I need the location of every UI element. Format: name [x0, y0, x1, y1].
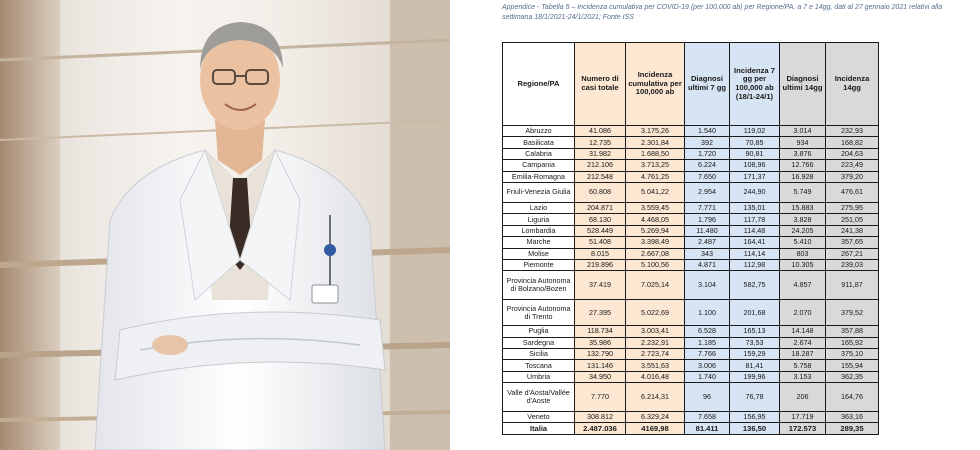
- cell-diagnoses-14d: 10.305: [780, 259, 826, 270]
- cell-incidence-7d: 76,78: [730, 383, 780, 412]
- cell-cumulative: 4.016,48: [626, 371, 685, 382]
- cell-incidence-7d: 199,96: [730, 371, 780, 382]
- cell-diagnoses-14d: 3.828: [780, 214, 826, 225]
- cell-region: Puglia: [503, 326, 575, 337]
- cell-diagnoses-7d: 1.796: [685, 214, 730, 225]
- cell-incidence-7d: 582,75: [730, 271, 780, 300]
- cell-cumulative: 4.468,05: [626, 214, 685, 225]
- cell-cumulative: 4.761,25: [626, 171, 685, 182]
- cell-region: Provincia Autonoma di Bolzano/Bozen: [503, 271, 575, 300]
- cell-region: Emilia-Romagna: [503, 171, 575, 182]
- col-header-incidence-7d: Incidenza 7 gg per 100,000 ab (18/1-24/1): [730, 43, 780, 126]
- cell-incidence-14d: 911,87: [826, 271, 879, 300]
- cell-region: Marche: [503, 237, 575, 248]
- cell-diagnoses-14d: 5.758: [780, 360, 826, 371]
- cell-incidence-14d: 204,63: [826, 148, 879, 159]
- cell-incidence-14d: 267,21: [826, 248, 879, 259]
- cell-cumulative: 3.713,25: [626, 160, 685, 171]
- cell-incidence-7d: 114,14: [730, 248, 780, 259]
- cell-incidence-14d: 155,94: [826, 360, 879, 371]
- table-row: [503, 160, 879, 171]
- cell-diagnoses-14d: 3.153: [780, 371, 826, 382]
- cell-region: Sardegna: [503, 337, 575, 348]
- table-total-row: [503, 423, 879, 435]
- cell-diagnoses-14d: 24.205: [780, 225, 826, 236]
- cell-cases: 132.790: [575, 349, 626, 360]
- cell-diagnoses-7d: 7.658: [685, 411, 730, 422]
- cell-cumulative: 2.723,74: [626, 349, 685, 360]
- cell-region: Basilicata: [503, 137, 575, 148]
- cell-incidence-14d: 165,92: [826, 337, 879, 348]
- cell-cases: 31.982: [575, 148, 626, 159]
- cell-cases: 41.086: [575, 126, 626, 137]
- table-row: [503, 202, 879, 213]
- table-row: [503, 182, 879, 202]
- cell-incidence-7d: 135,01: [730, 202, 780, 213]
- col-header-diagnoses-7d: Diagnosi ultimi 7 gg: [685, 43, 730, 126]
- cell-diagnoses-14d: 16.928: [780, 171, 826, 182]
- cell-cases: 7.770: [575, 383, 626, 412]
- total-cell-region: Italia: [503, 423, 575, 435]
- cell-incidence-14d: 379,52: [826, 299, 879, 326]
- cell-incidence-14d: 362,35: [826, 371, 879, 382]
- cell-incidence-7d: 119,02: [730, 126, 780, 137]
- cell-region: Lazio: [503, 202, 575, 213]
- table-row: [503, 148, 879, 159]
- table-row: [503, 137, 879, 148]
- cell-region: Toscana: [503, 360, 575, 371]
- cell-incidence-14d: 357,88: [826, 326, 879, 337]
- cell-cumulative: 6.214,31: [626, 383, 685, 412]
- cell-cumulative: 5.100,56: [626, 259, 685, 270]
- cell-incidence-7d: 108,96: [730, 160, 780, 171]
- cell-diagnoses-14d: 206: [780, 383, 826, 412]
- cell-diagnoses-14d: 3.876: [780, 148, 826, 159]
- cell-diagnoses-7d: 2.954: [685, 182, 730, 202]
- table-body: [503, 126, 879, 435]
- cell-diagnoses-7d: 1.720: [685, 148, 730, 159]
- cell-cases: 68.130: [575, 214, 626, 225]
- total-cell-cases: 2.487.036: [575, 423, 626, 435]
- total-cell-diagnoses-14d: 172.573: [780, 423, 826, 435]
- cell-diagnoses-7d: 4.871: [685, 259, 730, 270]
- cell-incidence-14d: 164,76: [826, 383, 879, 412]
- col-header-diagnoses-14d: Diagnosi ultimi 14gg: [780, 43, 826, 126]
- cell-region: Molise: [503, 248, 575, 259]
- cell-incidence-7d: 114,48: [730, 225, 780, 236]
- cell-diagnoses-14d: 4.857: [780, 271, 826, 300]
- table-row: [503, 259, 879, 270]
- cell-incidence-7d: 165,13: [730, 326, 780, 337]
- cell-cumulative: 2.667,08: [626, 248, 685, 259]
- cell-cases: 118.734: [575, 326, 626, 337]
- cell-incidence-14d: 476,61: [826, 182, 879, 202]
- cell-cumulative: 3.175,26: [626, 126, 685, 137]
- cell-incidence-14d: 168,82: [826, 137, 879, 148]
- cell-cumulative: 5.269,94: [626, 225, 685, 236]
- cell-cumulative: 2.301,84: [626, 137, 685, 148]
- cell-diagnoses-14d: 12.766: [780, 160, 826, 171]
- portrait-photo: [0, 0, 450, 450]
- cell-incidence-7d: 70,85: [730, 137, 780, 148]
- table-row: [503, 337, 879, 348]
- cell-cumulative: 7.025,14: [626, 271, 685, 300]
- table-row: [503, 237, 879, 248]
- cell-cases: 27.395: [575, 299, 626, 326]
- cell-incidence-7d: 90,81: [730, 148, 780, 159]
- table-row: [503, 360, 879, 371]
- cell-diagnoses-14d: 5.749: [780, 182, 826, 202]
- cell-diagnoses-7d: 6.224: [685, 160, 730, 171]
- cell-diagnoses-7d: 11.480: [685, 225, 730, 236]
- col-header-cases: Numero di casi totale: [575, 43, 626, 126]
- total-cell-diagnoses-7d: 81.411: [685, 423, 730, 435]
- cell-diagnoses-14d: 2.070: [780, 299, 826, 326]
- total-cell-cumulative: 4169,98: [626, 423, 685, 435]
- table-row: [503, 248, 879, 259]
- cell-diagnoses-7d: 343: [685, 248, 730, 259]
- table-row: [503, 214, 879, 225]
- cell-cases: 204.871: [575, 202, 626, 213]
- cell-incidence-7d: 112,98: [730, 259, 780, 270]
- cell-incidence-14d: 357,65: [826, 237, 879, 248]
- cell-cases: 34.950: [575, 371, 626, 382]
- cell-cases: 219.896: [575, 259, 626, 270]
- cell-incidence-7d: 164,41: [730, 237, 780, 248]
- table-row: [503, 383, 879, 412]
- cell-incidence-7d: 159,29: [730, 349, 780, 360]
- cell-region: Umbria: [503, 371, 575, 382]
- cell-cases: 308.812: [575, 411, 626, 422]
- cell-incidence-7d: 117,78: [730, 214, 780, 225]
- cell-region: Campania: [503, 160, 575, 171]
- cell-diagnoses-14d: 15.883: [780, 202, 826, 213]
- cell-incidence-14d: 239,03: [826, 259, 879, 270]
- cell-incidence-14d: 275,95: [826, 202, 879, 213]
- cell-diagnoses-7d: 1.100: [685, 299, 730, 326]
- cell-cases: 131.146: [575, 360, 626, 371]
- table-row: [503, 271, 879, 300]
- table-row: [503, 299, 879, 326]
- cell-region: Calabria: [503, 148, 575, 159]
- cell-incidence-7d: 171,37: [730, 171, 780, 182]
- cell-diagnoses-7d: 96: [685, 383, 730, 412]
- cell-diagnoses-14d: 2.674: [780, 337, 826, 348]
- cell-incidence-14d: 375,10: [826, 349, 879, 360]
- cell-cases: 35.986: [575, 337, 626, 348]
- cell-incidence-7d: 156,95: [730, 411, 780, 422]
- cell-incidence-14d: 251,05: [826, 214, 879, 225]
- cell-diagnoses-14d: 934: [780, 137, 826, 148]
- cell-region: Liguria: [503, 214, 575, 225]
- cell-diagnoses-14d: 14.148: [780, 326, 826, 337]
- cell-diagnoses-14d: 803: [780, 248, 826, 259]
- cell-cumulative: 5.041,22: [626, 182, 685, 202]
- cell-diagnoses-7d: 1.740: [685, 371, 730, 382]
- cell-incidence-7d: 244,90: [730, 182, 780, 202]
- table-row: [503, 225, 879, 236]
- cell-cumulative: 1.688,50: [626, 148, 685, 159]
- cell-incidence-14d: 241,38: [826, 225, 879, 236]
- cell-diagnoses-7d: 1.540: [685, 126, 730, 137]
- cell-diagnoses-7d: 3.006: [685, 360, 730, 371]
- cell-cases: 51.408: [575, 237, 626, 248]
- cell-region: Valle d'Aosta/Vallée d'Aoste: [503, 383, 575, 412]
- cell-region: Lombardia: [503, 225, 575, 236]
- table-header-row: [503, 43, 879, 126]
- table-row: [503, 371, 879, 382]
- cell-diagnoses-7d: 7.766: [685, 349, 730, 360]
- cell-cases: 12.735: [575, 137, 626, 148]
- cell-incidence-14d: 379,20: [826, 171, 879, 182]
- table-row: [503, 349, 879, 360]
- col-header-region: Regione/PA: [503, 43, 575, 126]
- cell-cases: 37.419: [575, 271, 626, 300]
- cell-incidence-7d: 201,68: [730, 299, 780, 326]
- cell-diagnoses-7d: 7.771: [685, 202, 730, 213]
- cell-incidence-7d: 73,53: [730, 337, 780, 348]
- cell-cases: 60.808: [575, 182, 626, 202]
- cell-diagnoses-14d: 5.410: [780, 237, 826, 248]
- total-cell-incidence-14d: 289,35: [826, 423, 879, 435]
- cell-region: Abruzzo: [503, 126, 575, 137]
- cell-region: Friuli-Venezia Giulia: [503, 182, 575, 202]
- table-row: [503, 411, 879, 422]
- cell-cases: 8.015: [575, 248, 626, 259]
- table-row: [503, 326, 879, 337]
- cell-cumulative: 6.329,24: [626, 411, 685, 422]
- cell-cumulative: 2.232,91: [626, 337, 685, 348]
- cell-diagnoses-7d: 7.650: [685, 171, 730, 182]
- cell-cases: 528.449: [575, 225, 626, 236]
- cell-cases: 212.106: [575, 160, 626, 171]
- cell-diagnoses-7d: 1.185: [685, 337, 730, 348]
- table-row: [503, 126, 879, 137]
- cell-diagnoses-14d: 18.287: [780, 349, 826, 360]
- incidence-table: [502, 42, 879, 435]
- cell-cumulative: 5.022,69: [626, 299, 685, 326]
- col-header-incidence-14d: Incidenza 14gg: [826, 43, 879, 126]
- cell-diagnoses-7d: 3.104: [685, 271, 730, 300]
- cell-cumulative: 3.398,49: [626, 237, 685, 248]
- cell-region: Veneto: [503, 411, 575, 422]
- cell-region: Piemonte: [503, 259, 575, 270]
- table-row: [503, 171, 879, 182]
- cell-incidence-7d: 81,41: [730, 360, 780, 371]
- cell-diagnoses-14d: 17.719: [780, 411, 826, 422]
- cell-cumulative: 3.559,45: [626, 202, 685, 213]
- cell-diagnoses-14d: 3.014: [780, 126, 826, 137]
- cell-region: Provincia Autonoma di Trento: [503, 299, 575, 326]
- cell-cases: 212.548: [575, 171, 626, 182]
- cell-cumulative: 3.551,63: [626, 360, 685, 371]
- total-cell-incidence-7d: 136,50: [730, 423, 780, 435]
- cell-incidence-14d: 223,49: [826, 160, 879, 171]
- cell-diagnoses-7d: 392: [685, 137, 730, 148]
- table-caption: Appendice - Tabella 5 – Incidenza cumulativa per COVID-19 (per 100,000 ab) per Regione/PA, a 7 e 14gg, dati al 27 gennaio 2021 relativi alla settimana 18/1/2021-24/1/2021; Fonte ISS: [502, 4, 943, 21]
- cell-incidence-14d: 232,93: [826, 126, 879, 137]
- col-header-cumulative: Incidenza cumulativa per 100,000 ab: [626, 43, 685, 126]
- cell-diagnoses-7d: 2.487: [685, 237, 730, 248]
- portrait-illustration: [0, 0, 450, 450]
- cell-incidence-14d: 363,16: [826, 411, 879, 422]
- cell-region: Sicilia: [503, 349, 575, 360]
- cell-cumulative: 3.003,41: [626, 326, 685, 337]
- cell-diagnoses-7d: 6.528: [685, 326, 730, 337]
